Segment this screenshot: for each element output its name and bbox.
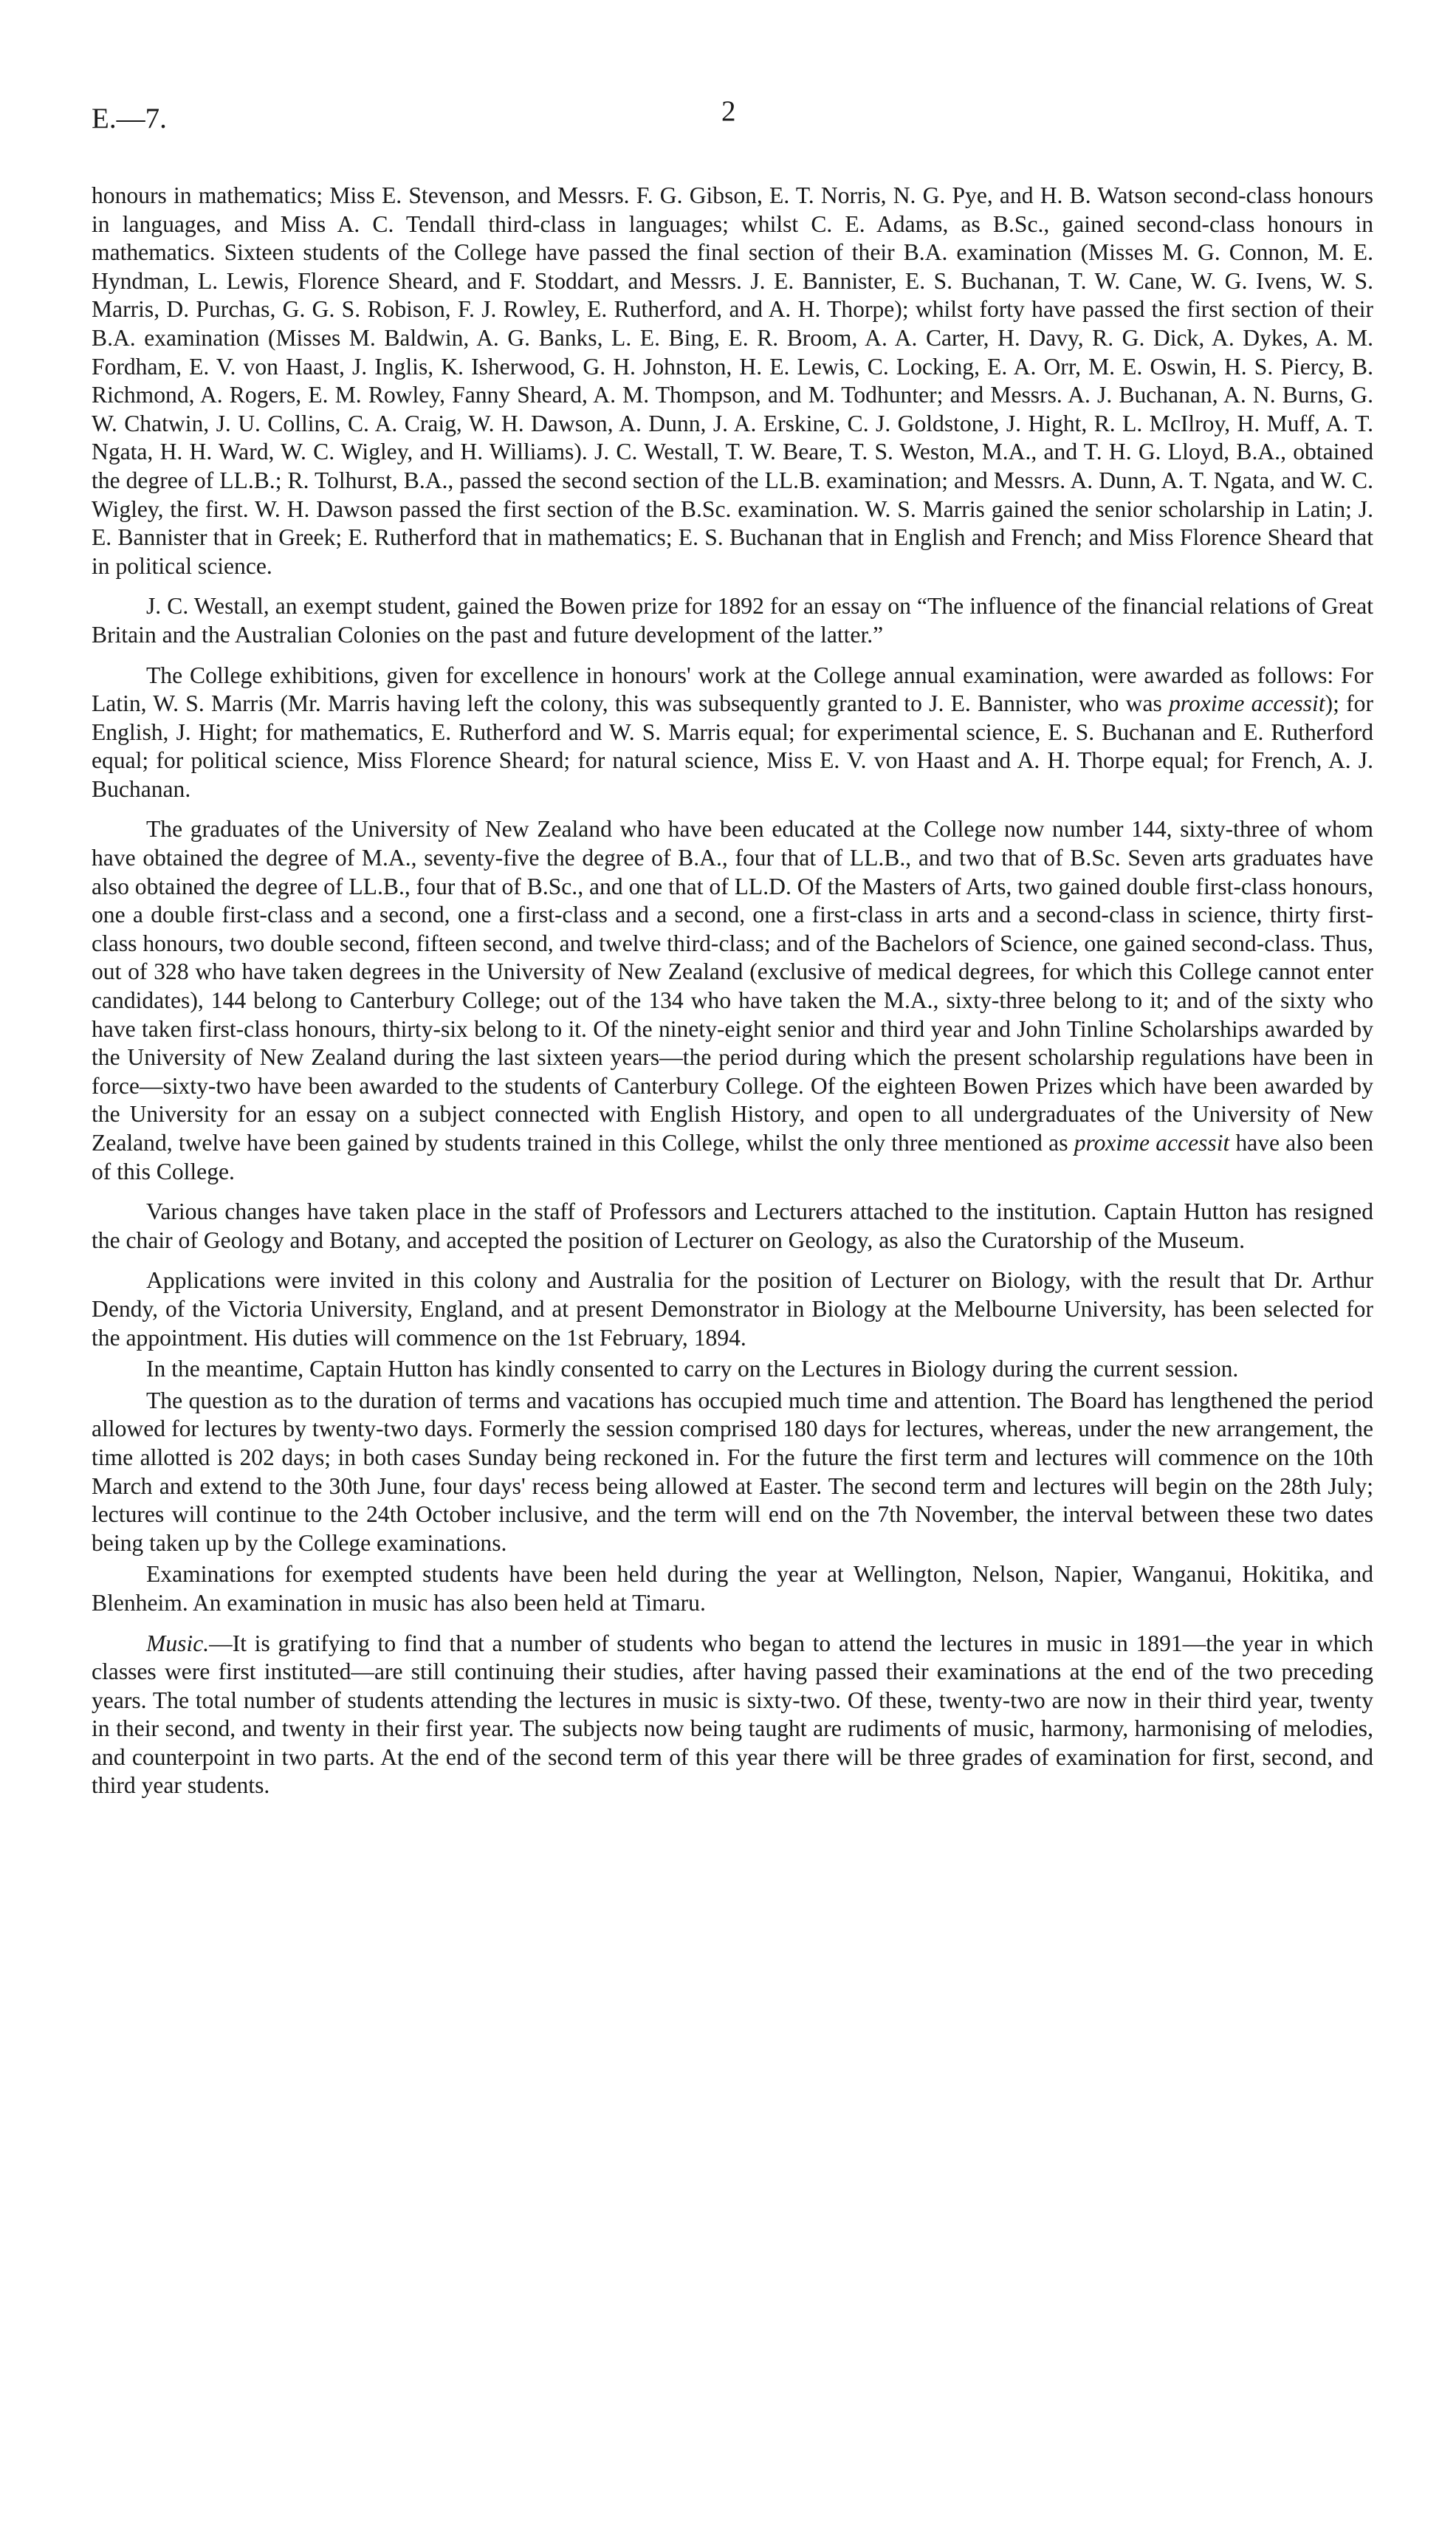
paragraph-terms-vacations <box>92 1387 1373 1558</box>
text-segment: ); for English, J. Hight; for mathematics, E. Rutherford and W. S. Marris equal; for experimental science, E. S. Buchanan and E. Rutherford equal; for political science, Miss Florence Sheard; for natural science, Miss E. V. von Haast and A. H. Thorpe equal; for French, A. J. Buchanan. <box>92 690 1373 802</box>
text-segment: The graduates of the University of New Zealand who have been educated at the College now number 144, sixty-three of whom have obtained the degree of M.A., seventy-five the degree of B.A., four that of LL.B., and two that of B.Sc. Seven arts graduates have also obtained the degree of LL.B., four that of B.Sc., and one that of LL.D. Of the Masters of Arts, two gained double first-class honours, one a double first-class and a second, one a first-class and a second, one a first-class in arts and a second-class in science, thirty first-class honours, two double second, fifteen second, and twelve third-class; and of the Bachelors of Science, one gained second-class. Thus, out of 328 who have taken degrees in the University of New Zealand (exclusive of medical degrees, for which this College cannot enter candidates), 144 belong to Canterbury College; out of the 134 who have taken the M.A., sixty-three belong to it; and of the sixty who have taken first-class honours, thirty-six belong to it. Of the ninety-eight senior and third year and John Tinline Scholarships awarded by the University of New Zealand during the last sixteen years—the period during which the present scholarship regulations have been in force—sixty-two have been awarded to the students of Canterbury College. Of the eighteen Bowen Prizes which have been awarded by the University for an essay on a subject connected with English History, and open to all undergraduates of the University of New Zealand, twelve have been gained by students trained in this College, whilst the only three mentioned as <box>92 816 1373 1156</box>
text-segment: have also been of this College. <box>92 1130 1373 1184</box>
page-header <box>92 95 1373 137</box>
paragraph-exempted-examinations <box>92 1560 1373 1617</box>
paragraph-bowen-prize <box>92 592 1373 649</box>
paragraph-hutton-biology <box>92 1355 1373 1384</box>
page-number: 2 <box>721 95 736 127</box>
text-segment: honours in mathematics; Miss E. Stevenson, and Messrs. F. G. Gibson, E. T. Norris, N. G. Pye, and H. B. Watson second-class honours in languages, and Miss A. C. Tendall third-class in languages; whilst C. E. Adams, as B.Sc., gained second-class honours in mathematics. Sixteen students of the College have passed the final section of their B.A. examination (Misses M. G. Connon, M. E. Hyndman, L. Lewis, Florence Sheard, and F. Stoddart, and Messrs. J. E. Bannister, E. S. Buchanan, T. W. Cane, W. G. Ivens, W. S. Marris, D. Purchas, G. G. S. Robison, F. J. Rowley, E. Rutherford, and A. H. Thorpe); whilst forty have passed the first section of their B.A. examination (Misses M. Baldwin, A. G. Banks, L. E. Bing, E. R. Broom, A. A. Carter, H. Davy, R. G. Dick, A. Dykes, A. M. Fordham, E. V. von Haast, J. Inglis, K. Isherwood, G. H. Johnston, H. E. Lewis, C. Locking, E. A. Orr, M. E. Oswin, H. S. Piercy, B. Richmond, A. Rogers, E. M. Rowley, Fanny Sheard, A. M. Thompson, and M. Todhunter; and Messrs. A. J. Buchanan, A. N. Burns, G. W. Chatwin, J. U. Collins, C. A. Craig, W. H. Dawson, A. Dunn, J. A. Erskine, C. J. Goldstone, J. Hight, R. L. McIlroy, H. Muff, A. T. Ngata, H. H. Ward, W. C. Wigley, and H. Williams). J. C. Westall, T. W. Beare, T. S. Weston, M.A., and T. H. G. Lloyd, B.A., obtained the degree of LL.B.; R. Tolhurst, B.A., passed the second section of the LL.B. examination; and Messrs. A. Dunn, A. T. Ngata, and W. C. Wigley, the first. W. H. Dawson passed the first section of the B.Sc. examination. W. S. Marris gained the senior scholarship in Latin; J. E. Bannister that in Greek; E. Rutherford that in mathematics; E. S. Buchanan that in English and French; and Miss Florence Sheard that in political science. <box>92 182 1373 579</box>
paragraph-staff-changes <box>92 1198 1373 1255</box>
italic-phrase: proxime accessit <box>1169 690 1325 717</box>
paragraph-continued-honours <box>92 182 1373 580</box>
paragraph-music <box>92 1630 1373 1801</box>
paragraph-college-exhibitions <box>92 662 1373 804</box>
text-segment: Various changes have taken place in the staff of Professors and Lecturers attached to the institution. Captain Hutton has resigned the chair of Geology and Botany, and accepted the position of Lecturer on Geology, as also the Curatorship of the Museum. <box>92 1198 1373 1253</box>
text-segment: Examinations for exempted students have been held during the year at Wellington, Nelson, Napier, Wanganui, Hokitika, and Blenheim. An examination in music has also been held at Timaru. <box>92 1561 1373 1616</box>
italic-phrase: Music. <box>146 1630 210 1656</box>
text-segment: —It is gratifying to find that a number of students who began to attend the lectures in music in 1891—the year in which classes were first instituted—are still continuing their studies, after having passed their examinations at the end of the two preceding years. The total number of students attending the lectures in music is sixty-two. Of these, twenty-two are now in their third year, twenty in their second, and twenty in their first year. The subjects now being taught are rudiments of music, harmony, harmonising of melodies, and counterpoint in two parts. At the end of the second term of this year there will be three grades of examination for first, second, and third year students. <box>92 1630 1373 1799</box>
paragraph-graduates <box>92 815 1373 1186</box>
italic-phrase: proxime accessit <box>1074 1130 1230 1156</box>
body-text <box>92 182 1373 1800</box>
text-segment: In the meantime, Captain Hutton has kindly consented to carry on the Lectures in Biology during the current session. <box>146 1356 1239 1382</box>
text-segment: J. C. Westall, an exempt student, gained the Bowen prize for 1892 for an essay on “The influence of the financial relations of Great Britain and the Australian Colonies on the past and future development of the latter.” <box>92 593 1373 648</box>
paragraph-biology-lecturer <box>92 1266 1373 1352</box>
document-reference: E.—7. <box>92 103 167 134</box>
text-segment: The question as to the duration of terms and vacations has occupied much time and attention. The Board has lengthened the period allowed for lectures by twenty-two days. Formerly the session comprised 180 days for lectures, whereas, under the new arrangement, the time allotted is 202 days; in both cases Sunday being reckoned in. For the future the first term and lectures will commence on the 10th March and extend to the 30th June, four days' recess being allowed at Easter. The second term and lectures will begin on the 28th July; lectures will continue to the 24th October inclusive, and the term will end on the 7th November, the interval between these two dates being taken up by the College examinations. <box>92 1387 1373 1556</box>
text-segment: Applications were invited in this colony and Australia for the position of Lecturer on Biology, with the result that Dr. Arthur Dendy, of the Victoria University, England, and at present Demonstrator in Biology at the Melbourne University, has been selected for the appointment. His duties will commence on the 1st February, 1894. <box>92 1267 1373 1351</box>
text-segment: The College exhibitions, given for excellence in honours' work at the College annual examination, were awarded as follows: For Latin, W. S. Marris (Mr. Marris having left the colony, this was subsequently granted to J. E. Bannister, who was <box>92 662 1373 717</box>
